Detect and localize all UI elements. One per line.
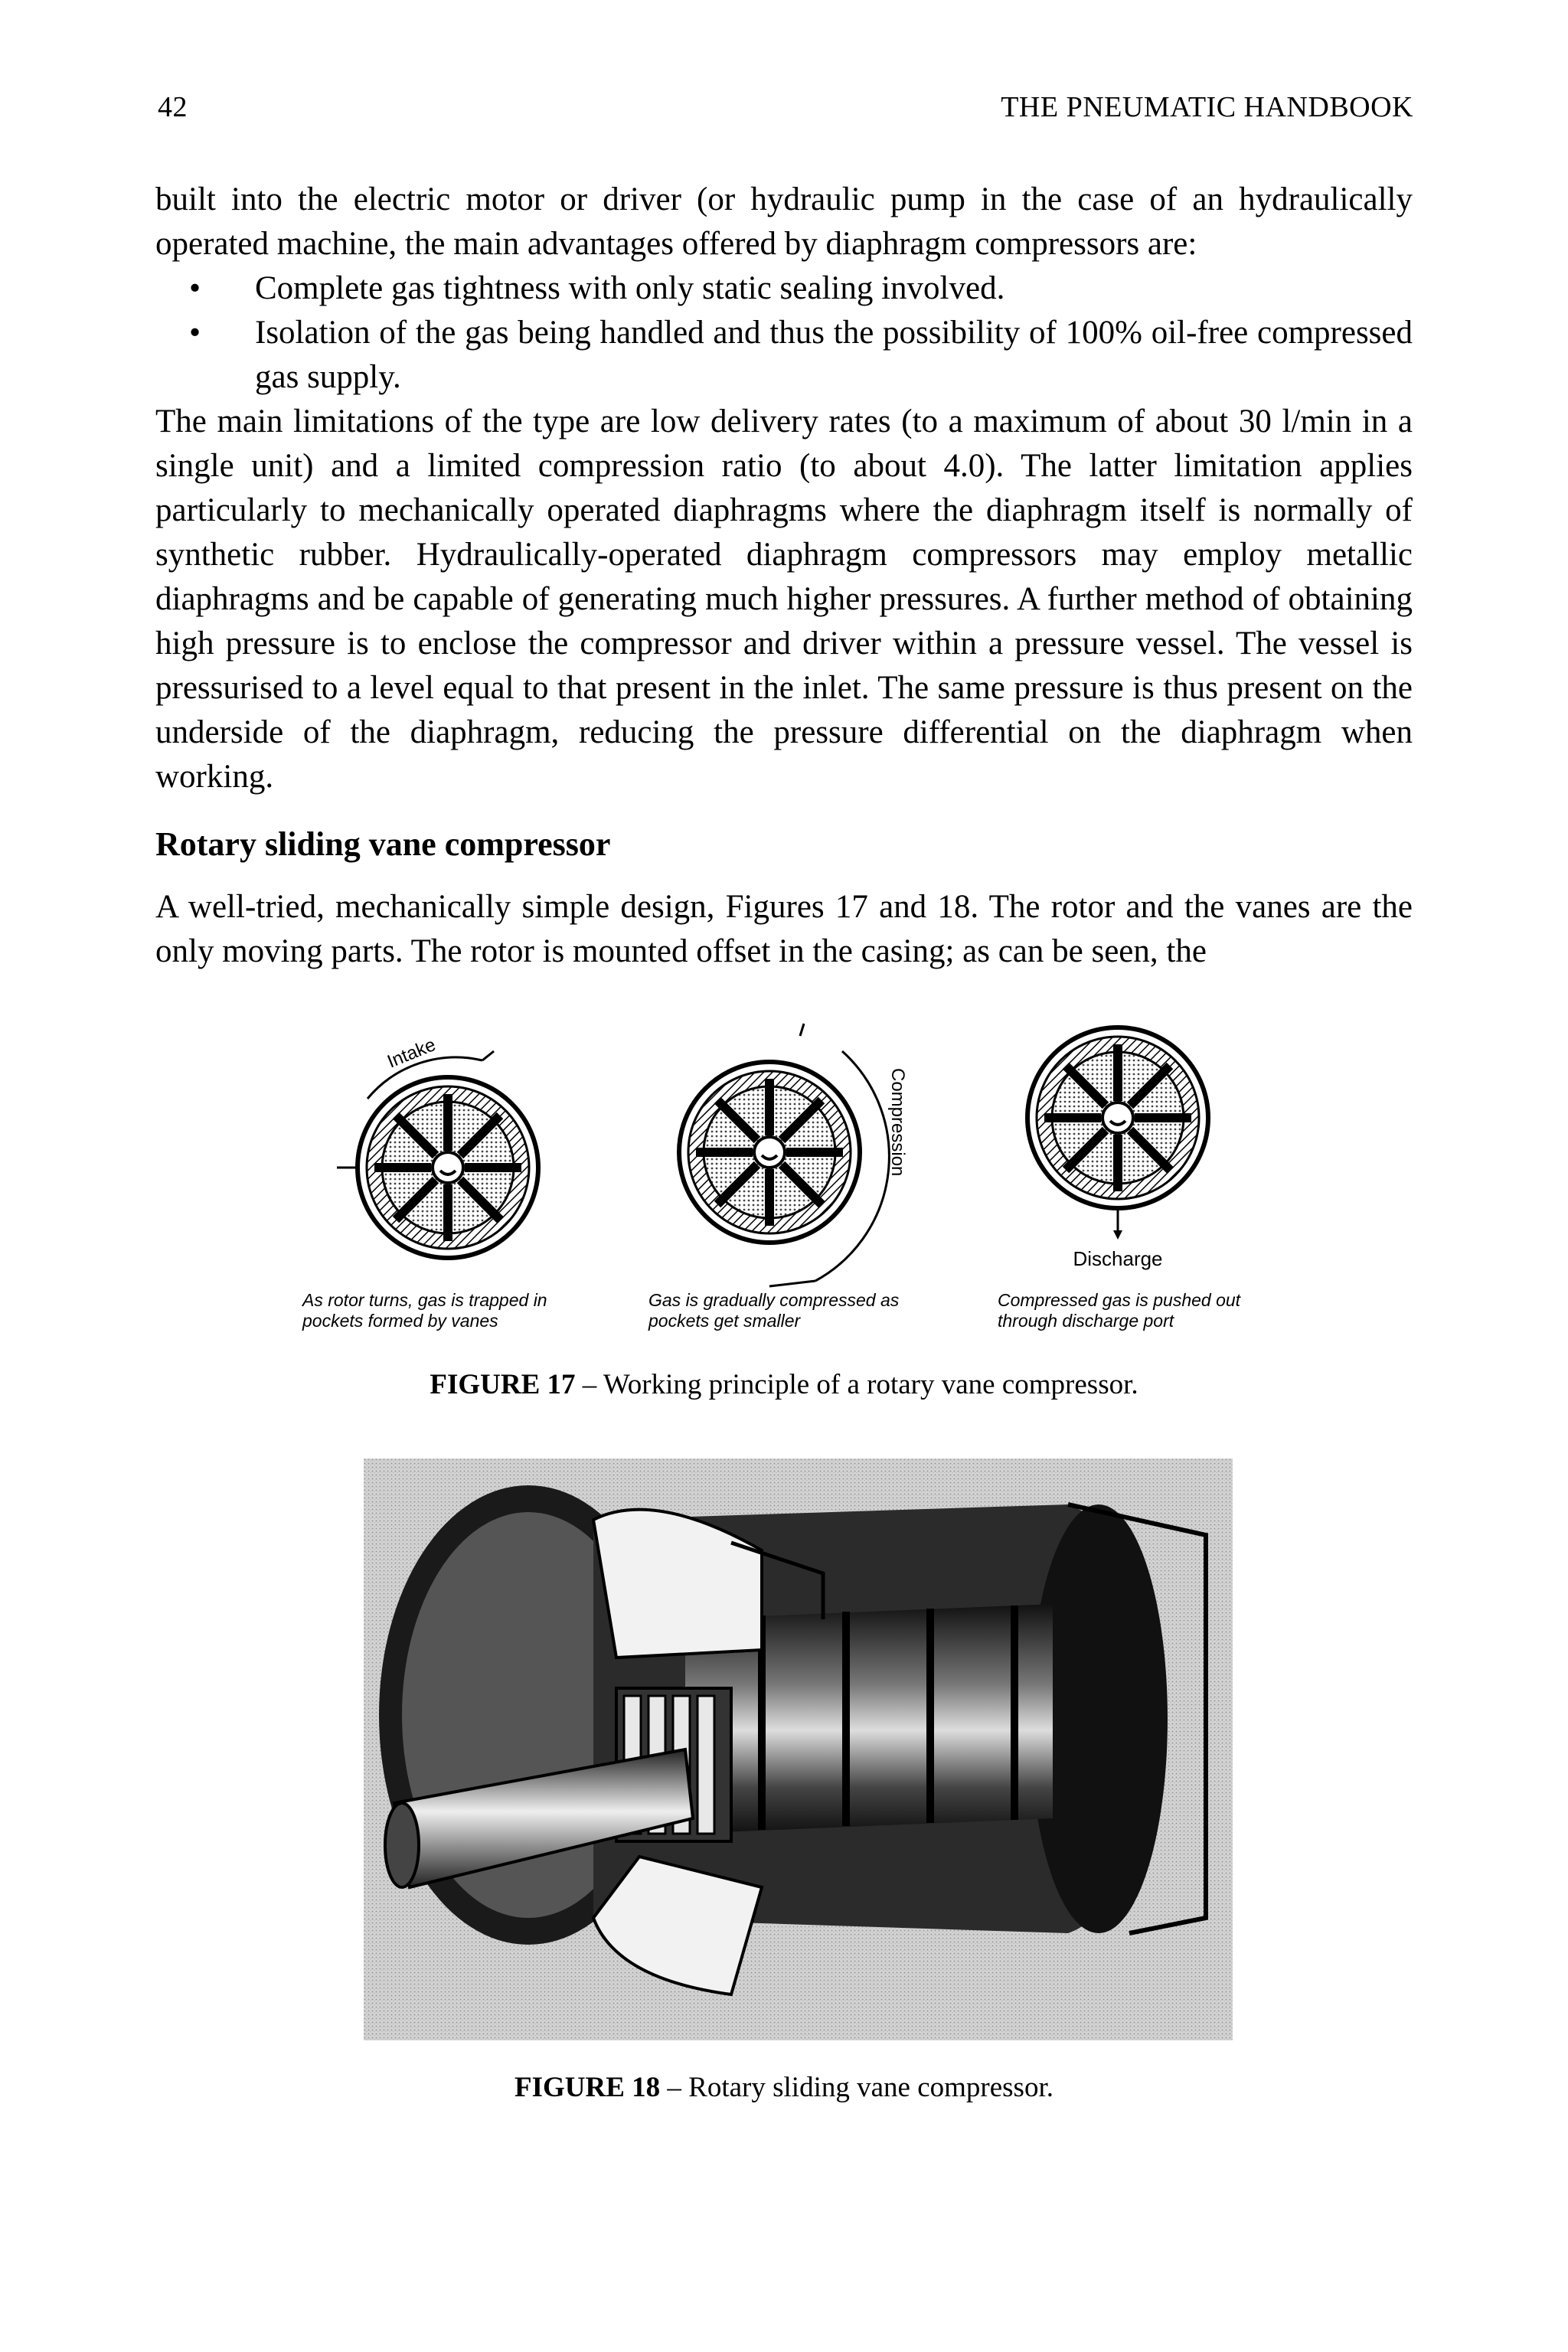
limitations-paragraph: The main limitations of the type are low delivery rates (to a maximum of about 30 l/min in a single unit) and a limited compression ratio (to about 4.0). The latter limitation applies particularly to mechanically operated diaphragms where the diaphragm itself is normally of synthetic rubber. Hydraulically-operated diaphragm compressors may employ metallic diaphragms and be capable of generating much higher pressures. A further method of obtaining high pressure is to enclose the compressor and driver within a pressure vessel. The vessel is pressurised to a level equal to that present in the inlet. The same pressure is thus present on the underside of the diaphragm, reducing the pressure differential on the diaphragm when working. — [155, 403, 1413, 795]
page-number: 42 — [158, 91, 188, 123]
figure-17-label: FIGURE 17 — [430, 1369, 576, 1400]
figure-18-illustration — [364, 1459, 1233, 2040]
sub-caption-intake: As rotor turns, gas is trapped in pockets formed by vanes — [302, 1290, 547, 1331]
figure-17-caption-text: – Working principle of a rotary vane compressor. — [575, 1369, 1138, 1400]
list-item-text: Isolation of the gas being handled and thus the possibility of 100% oil-free compressed gas supply. — [255, 315, 1413, 395]
rotor-discharge-diagram — [1027, 1027, 1208, 1270]
intake-label: Intake — [384, 1034, 439, 1073]
section-paragraph: A well-tried, mechanically simple design, Figures 17 and 18. The rotor and the vanes are the only moving parts. The rotor is mounted offset in the casing; as can be seen, the — [155, 889, 1413, 969]
list-item-text: Complete gas tightness with only static sealing involved. — [255, 270, 1005, 306]
intro-paragraph: built into the electric motor or driver (or hydraulic pump in the case of an hydraulically operated machine, the main advantages offered by diaphragm compressors are: — [155, 181, 1413, 262]
body-text-block — [155, 178, 1413, 974]
figure-17-diagram — [337, 1014, 1302, 1290]
sub-caption-discharge: Compressed gas is pushed out through discharge port — [998, 1290, 1241, 1331]
section-heading: Rotary sliding vane compressor — [155, 825, 611, 863]
rotor-compression-diagram — [679, 1024, 908, 1286]
bullet-icon: • — [189, 270, 201, 306]
rotor-intake-diagram — [337, 1034, 538, 1258]
sub-caption-compression: Gas is gradually compressed as pockets get smaller — [648, 1290, 900, 1331]
advantages-list — [155, 266, 1413, 400]
discharge-label: Discharge — [1073, 1247, 1163, 1270]
figure-18-caption — [0, 2071, 1568, 2104]
bullet-icon: • — [189, 315, 201, 351]
figure-18-label: FIGURE 18 — [514, 2072, 661, 2103]
running-title: THE PNEUMATIC HANDBOOK — [1001, 91, 1413, 123]
list-item — [155, 311, 1413, 400]
figure-17-caption — [0, 1368, 1568, 1401]
figure-18-caption-text: – Rotary sliding vane compressor. — [660, 2072, 1054, 2103]
list-item — [155, 266, 1413, 311]
compression-label: Compression — [887, 1068, 908, 1177]
